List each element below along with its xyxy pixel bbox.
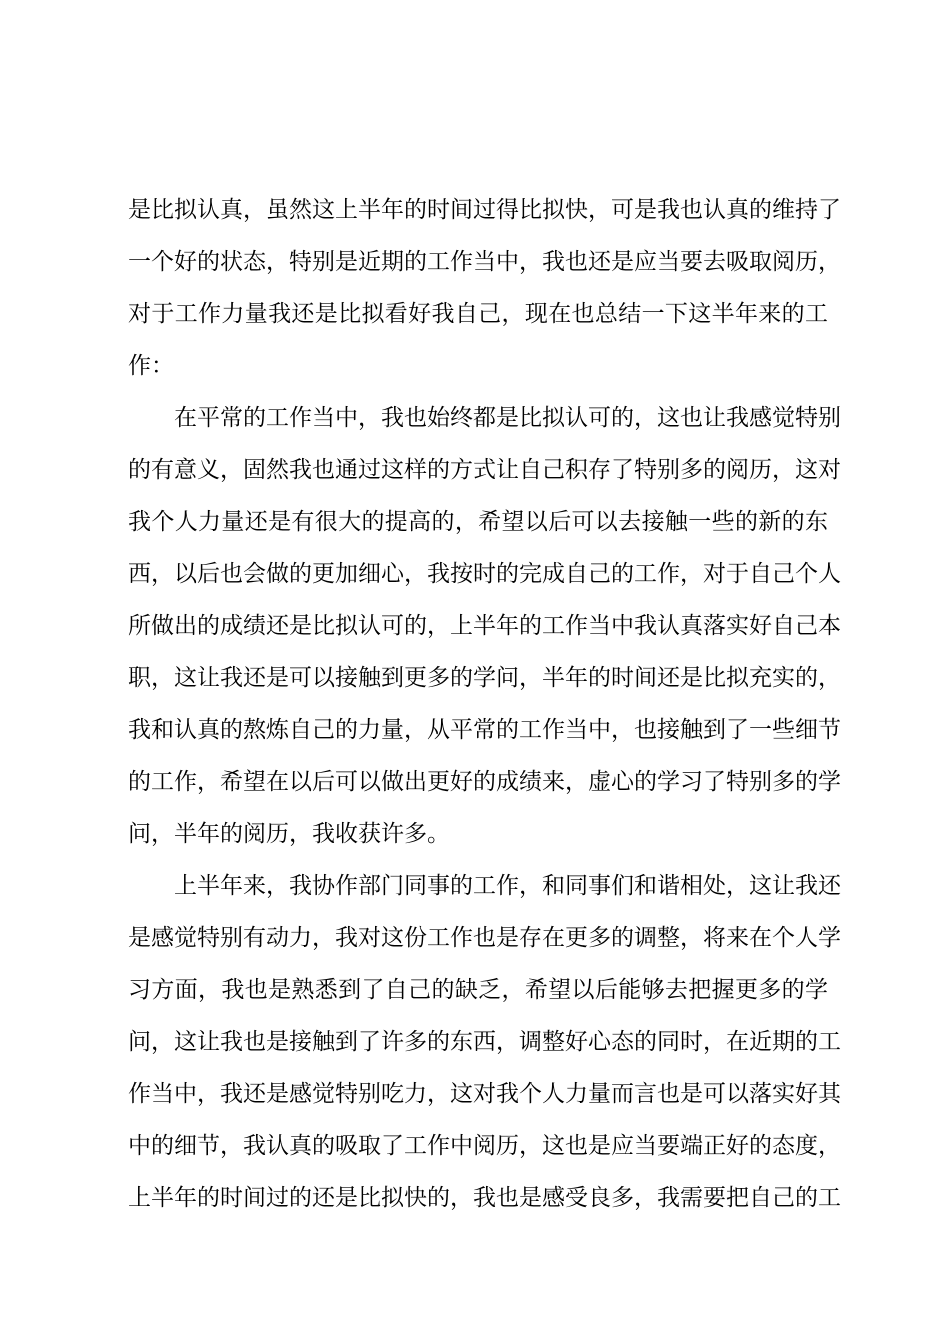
text-line: 我和认真的熬炼自己的力量，从平常的工作当中，也接触到了一些细节	[128, 717, 841, 743]
text-line: 我个人力量还是有很大的提高的，希望以后可以去接触一些的新的东	[128, 509, 828, 535]
text-line: 的工作，希望在以后可以做出更好的成绩来，虚心的学习了特别多的学	[128, 769, 841, 795]
text-line: 问，半年的阅历，我收获许多。	[128, 821, 450, 847]
text-line: 作当中，我还是感觉特别吃力，这对我个人力量而言也是可以落实好其	[128, 1081, 841, 1107]
text-line: 一个好的状态，特别是近期的工作当中，我也还是应当要去吸取阅历，	[128, 249, 841, 275]
text-line: 作：	[128, 353, 174, 379]
text-line: 对于工作力量我还是比拟看好我自己，现在也总结一下这半年来的工	[128, 301, 828, 327]
text-line: 西，以后也会做的更加细心，我按时的完成自己的工作，对于自己个人	[128, 561, 841, 587]
text-line: 职，这让我还是可以接触到更多的学问，半年的时间还是比拟充实的，	[128, 665, 841, 691]
body-text	[128, 184, 841, 1224]
text-line: 是感觉特别有动力，我对这份工作也是存在更多的调整，将来在个人学	[128, 925, 841, 951]
paragraph-first-line: 在平常的工作当中，我也始终都是比拟认可的，这也让我感觉特别	[174, 405, 841, 431]
text-line: 的有意义，固然我也通过这样的方式让自己积存了特别多的阅历，这对	[128, 457, 841, 483]
text-line: 中的细节，我认真的吸取了工作中阅历，这也是应当要端正好的态度，	[128, 1133, 841, 1159]
text-line: 问，这让我也是接触到了许多的东西，调整好心态的同时，在近期的工	[128, 1029, 841, 1055]
paragraph-first-line: 上半年来，我协作部门同事的工作，和同事们和谐相处，这让我还	[174, 873, 841, 899]
text-line: 习方面，我也是熟悉到了自己的缺乏，希望以后能够去把握更多的学	[128, 977, 828, 1003]
text-line: 上半年的时间过的还是比拟快的，我也是感受良多，我需要把自己的工	[128, 1185, 841, 1211]
text-line: 所做出的成绩还是比拟认可的，上半年的工作当中我认真落实好自己本	[128, 613, 841, 639]
text-line: 是比拟认真，虽然这上半年的时间过得比拟快，可是我也认真的维持了	[128, 197, 841, 223]
